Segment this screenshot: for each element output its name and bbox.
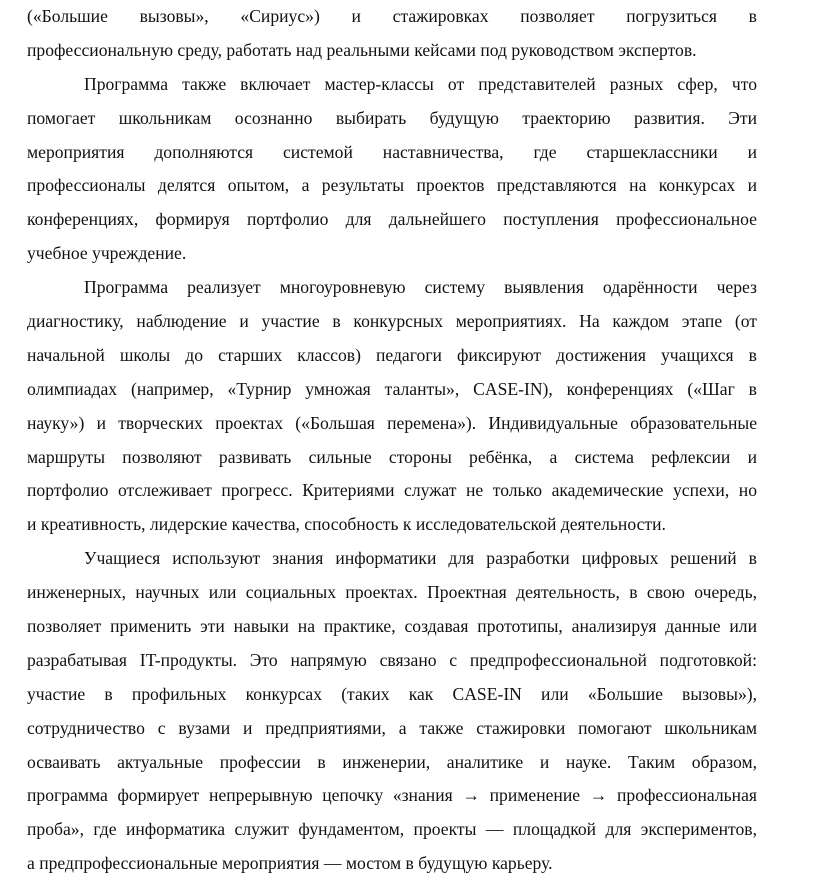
- text-line: проба», где информатика служит фундаментом, проекты — площадкой для экспериментов,: [27, 819, 757, 840]
- text-line: мероприятия дополняются системой наставничества, где старшеклассники и: [27, 141, 757, 162]
- text-line: учебное учреждение.: [27, 243, 187, 264]
- text-line: профессионалы делятся опытом, а результаты проектов представляются на конкурсах и: [27, 175, 757, 196]
- text-line: олимпиадах (например, «Турнир умножая таланты», CASE-IN), конференциях («Шаг в: [27, 378, 757, 399]
- text-line: и креативность, лидерские качества, способность к исследовательской деятельности.: [27, 514, 666, 535]
- paragraph-4: [27, 542, 757, 881]
- text-line: профессиональную среду, работать над реальными кейсами под руководством экспертов.: [27, 39, 697, 60]
- text-line: портфолио отслеживает прогресс. Критериями служат не только академические успехи, но: [27, 480, 757, 501]
- text-line: разрабатывая IT-продукты. Это напрямую связано с предпрофессиональной подготовкой:: [27, 649, 757, 670]
- text-line: Программа также включает мастер-классы от представителей разных сфер, что: [84, 73, 757, 94]
- text-line: участие в профильных конкурсах (таких как CASE-IN или «Большие вызовы»),: [27, 683, 757, 704]
- text-line: начальной школы до старших классов) педагоги фиксируют достижения учащихся в: [27, 344, 757, 365]
- text-line: маршруты позволяют развивать сильные стороны ребёнка, а система рефлексии и: [27, 446, 757, 467]
- text-line: диагностику, наблюдение и участие в конкурсных мероприятиях. На каждом этапе (от: [27, 311, 757, 332]
- text-line: осваивать актуальные профессии в инженерии, аналитике и науке. Таким образом,: [27, 751, 757, 772]
- text-line: Программа реализует многоуровневую систему выявления одарённости через: [84, 277, 757, 298]
- text-line: сотрудничество с вузами и предприятиями, а также стажировки помогают школьникам: [27, 717, 757, 738]
- paragraph-3: [27, 271, 757, 542]
- text-line: («Большие вызовы», «Сириус») и стажировках позволяет погрузиться в: [27, 6, 757, 26]
- text-line: Учащиеся используют знания информатики для разработки цифровых решений в: [84, 548, 757, 569]
- text-line: науку») и творческих проектах («Большая перемена»). Индивидуальные образовательные: [27, 412, 757, 433]
- paragraph-1: [27, 0, 757, 68]
- text-line: помогает школьникам осознанно выбирать будущую траекторию развития. Эти: [27, 107, 757, 128]
- text-line: а предпрофессиональные мероприятия — мостом в будущую карьеру.: [27, 853, 553, 874]
- text-line: позволяет применить эти навыки на практике, создавая прототипы, анализируя данные или: [27, 616, 757, 637]
- paragraph-2: [27, 68, 757, 271]
- document-page: [27, 0, 757, 881]
- text-line: инженерных, научных или социальных проектах. Проектная деятельность, в свою очередь,: [27, 582, 757, 603]
- text-line: программа формирует непрерывную цепочку «знания → применение → профессиональная: [27, 785, 757, 806]
- text-line: конференциях, формируя портфолио для дальнейшего поступления профессиональное: [27, 209, 757, 230]
